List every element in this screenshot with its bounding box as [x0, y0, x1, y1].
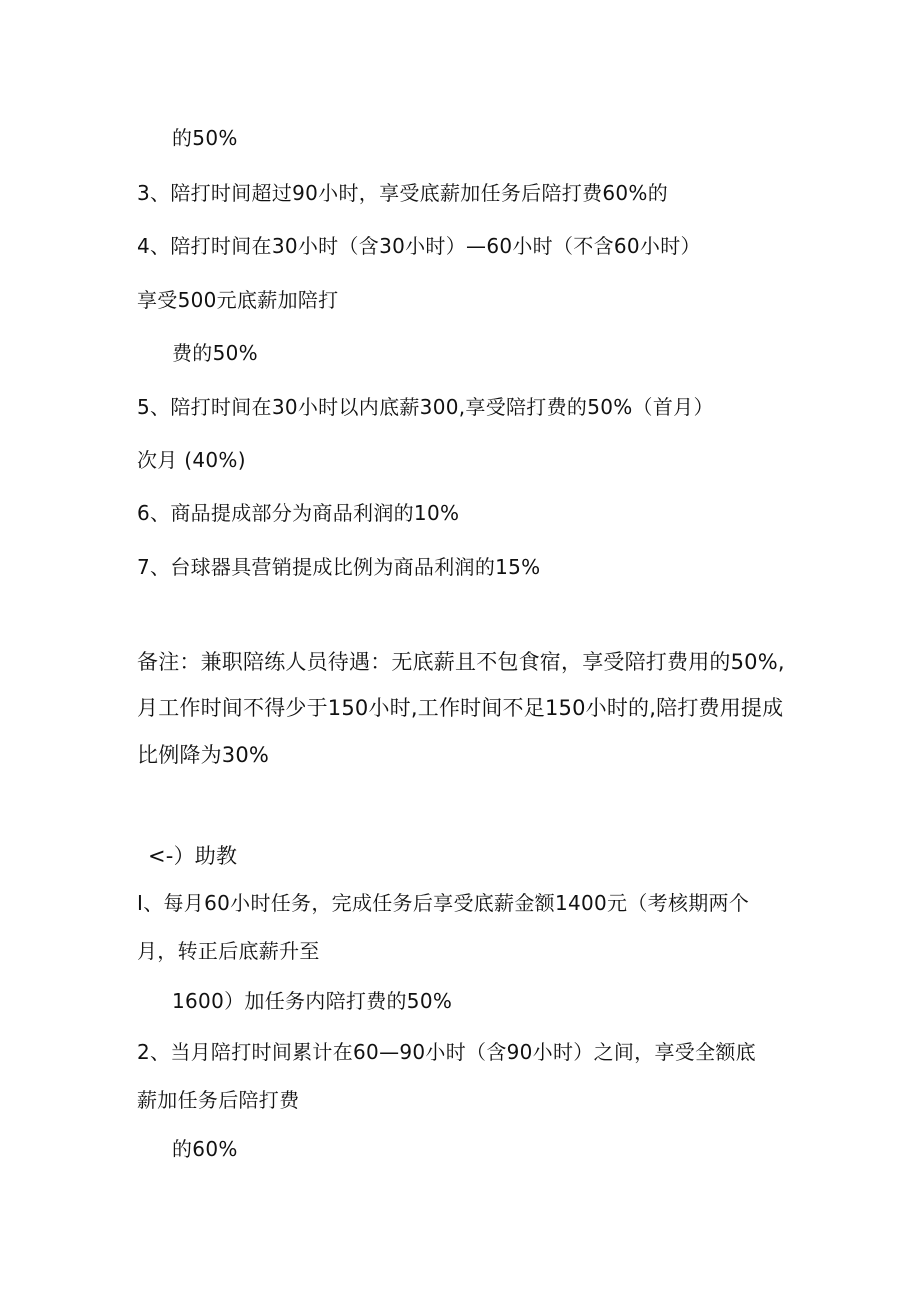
text-line: 的50%	[172, 126, 238, 150]
text-line: 6、商品提成部分为商品利润的10%	[137, 501, 460, 525]
text-line: I、每月60小时任务，完成任务后享受底薪金额1400元（考核期两个	[137, 891, 750, 915]
text-line: 1600）加任务内陪打费的50%	[172, 989, 453, 1013]
section-title: <-）助教	[148, 844, 238, 868]
note-line: 备注：兼职陪练人员待遇：无底薪且不包食宿，享受陪打费用的50%,	[137, 650, 785, 674]
text-line: 5、陪打时间在30小时以内底薪300,享受陪打费的50%（首月）	[137, 395, 714, 419]
text-line: 薪加任务后陪打费	[137, 1088, 300, 1112]
text-line: 月，转正后底薪升至	[137, 939, 320, 963]
text-line: 4、陪打时间在30小时（含30小时）—60小时（不含60小时）	[137, 234, 701, 258]
note-line: 月工作时间不得少于150小时,工作时间不足150小时的,陪打费用提成	[137, 696, 784, 720]
text-line: 次月 (40%)	[137, 448, 246, 472]
text-line: 费的50%	[172, 341, 258, 365]
note-line: 比例降为30%	[137, 743, 270, 767]
text-line: 3、陪打时间超过90小时，享受底薪加任务后陪打费60%的	[137, 181, 669, 205]
text-line: 享受500元底薪加陪打	[137, 288, 339, 312]
text-line: 7、台球器具营销提成比例为商品利润的15%	[137, 555, 541, 579]
text-line: 的60%	[172, 1137, 238, 1161]
text-line: 2、当月陪打时间累计在60—90小时（含90小时）之间，享受全额底	[137, 1040, 756, 1064]
